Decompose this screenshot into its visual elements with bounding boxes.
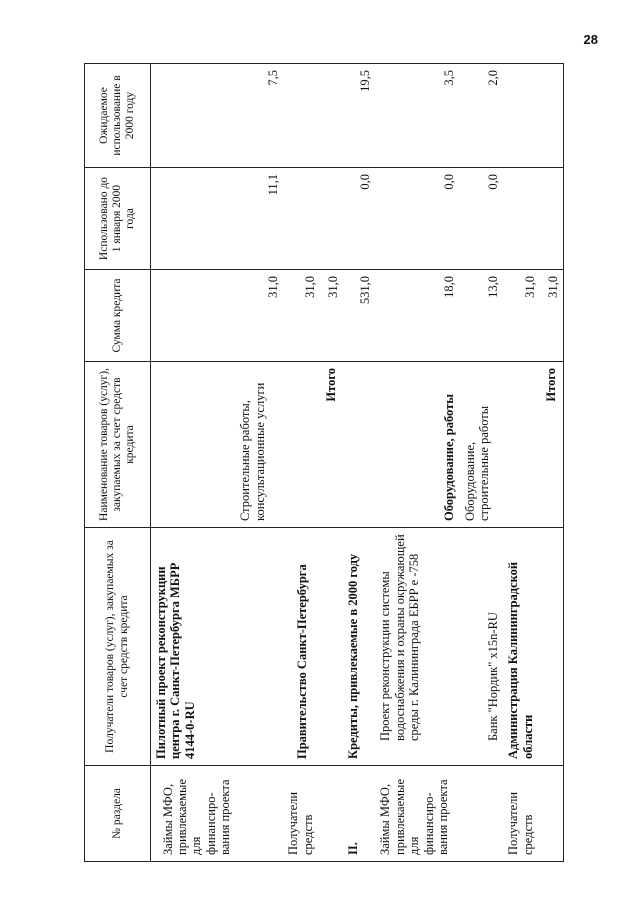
expected-cell: 2,0 [460, 64, 503, 168]
recipient-cell: Пилотный проект реконструкции центра г. Санкт-Петербурга МБРР 4144-0-RU [151, 528, 236, 766]
section-cell: Получатели средств [503, 766, 541, 862]
amount-cell: 31,0 [503, 270, 541, 362]
amount-cell: 31,0 [541, 270, 564, 362]
total-label: Итого [541, 362, 564, 528]
used-cell: 11,1 [235, 168, 283, 270]
table-row [283, 64, 321, 862]
used-cell: 0,0 [375, 168, 459, 270]
expected-cell: 7,5 [235, 64, 283, 168]
recipient-cell: Проект реконструкции системы водоснабжения и охраны окружающей среды г. Калининграда ЕБРР е -758 [375, 528, 459, 766]
section-cell: Займы МФО, привлекаемые для финансиро-вания проекта [375, 766, 459, 862]
table-row [343, 64, 376, 862]
header-row [85, 64, 151, 862]
goods-cell: Строительные работы, консультационные услуги [235, 362, 283, 528]
header-amount: Сумма кредита [85, 270, 151, 362]
table-row [460, 64, 503, 862]
amount-cell: 13,0 [460, 270, 503, 362]
recipient-cell: Администрация Калининградской области [503, 528, 541, 766]
credit-table [84, 63, 564, 862]
header-section: № раздела [85, 766, 151, 862]
table-row [321, 64, 343, 862]
header-used: Использовано до 1 января 2000 года [85, 168, 151, 270]
total-label: Итого [321, 362, 343, 528]
goods-cell: Оборудование, работы [375, 362, 459, 528]
goods-cell: Оборудование, строительные работы [460, 362, 503, 528]
header-goods: Наименование товаров (услуг), закупаемых за счет средств кредита [85, 362, 151, 528]
amount-cell: 18,0 [375, 270, 459, 362]
recipient-cell: Банк "Нордик" x15n-RU [460, 528, 503, 766]
header-recipients: Получатели товаров (услуг), закупаемых за счет средств кредита [85, 528, 151, 766]
table-row [151, 64, 236, 862]
table-row [375, 64, 459, 862]
page-number: 28 [583, 32, 598, 47]
amount-cell: 531,0 [343, 270, 376, 362]
table-row [235, 64, 283, 862]
rotated-table-frame [84, 64, 564, 862]
section-cell: Займы МФО, привлекаемые для финансиро-вания проекта [151, 766, 236, 862]
section-cell: Получатели средств [283, 766, 321, 862]
used-cell: 0,0 [343, 168, 376, 270]
used-cell: 0,0 [460, 168, 503, 270]
table-row [503, 64, 541, 862]
header-expected: Ожидаемое использование в 2000 году [85, 64, 151, 168]
amount-cell: 31,0 [235, 270, 283, 362]
table-row [541, 64, 564, 862]
section-cell: II. [343, 766, 376, 862]
amount-cell: 31,0 [321, 270, 343, 362]
expected-cell: 19,5 [343, 64, 376, 168]
recipient-cell: Кредиты, привлекаемые в 2000 году [343, 528, 376, 766]
recipient-cell: Правительство Санкт-Петербурга [283, 528, 321, 766]
amount-cell: 31,0 [283, 270, 321, 362]
expected-cell: 3,5 [375, 64, 459, 168]
